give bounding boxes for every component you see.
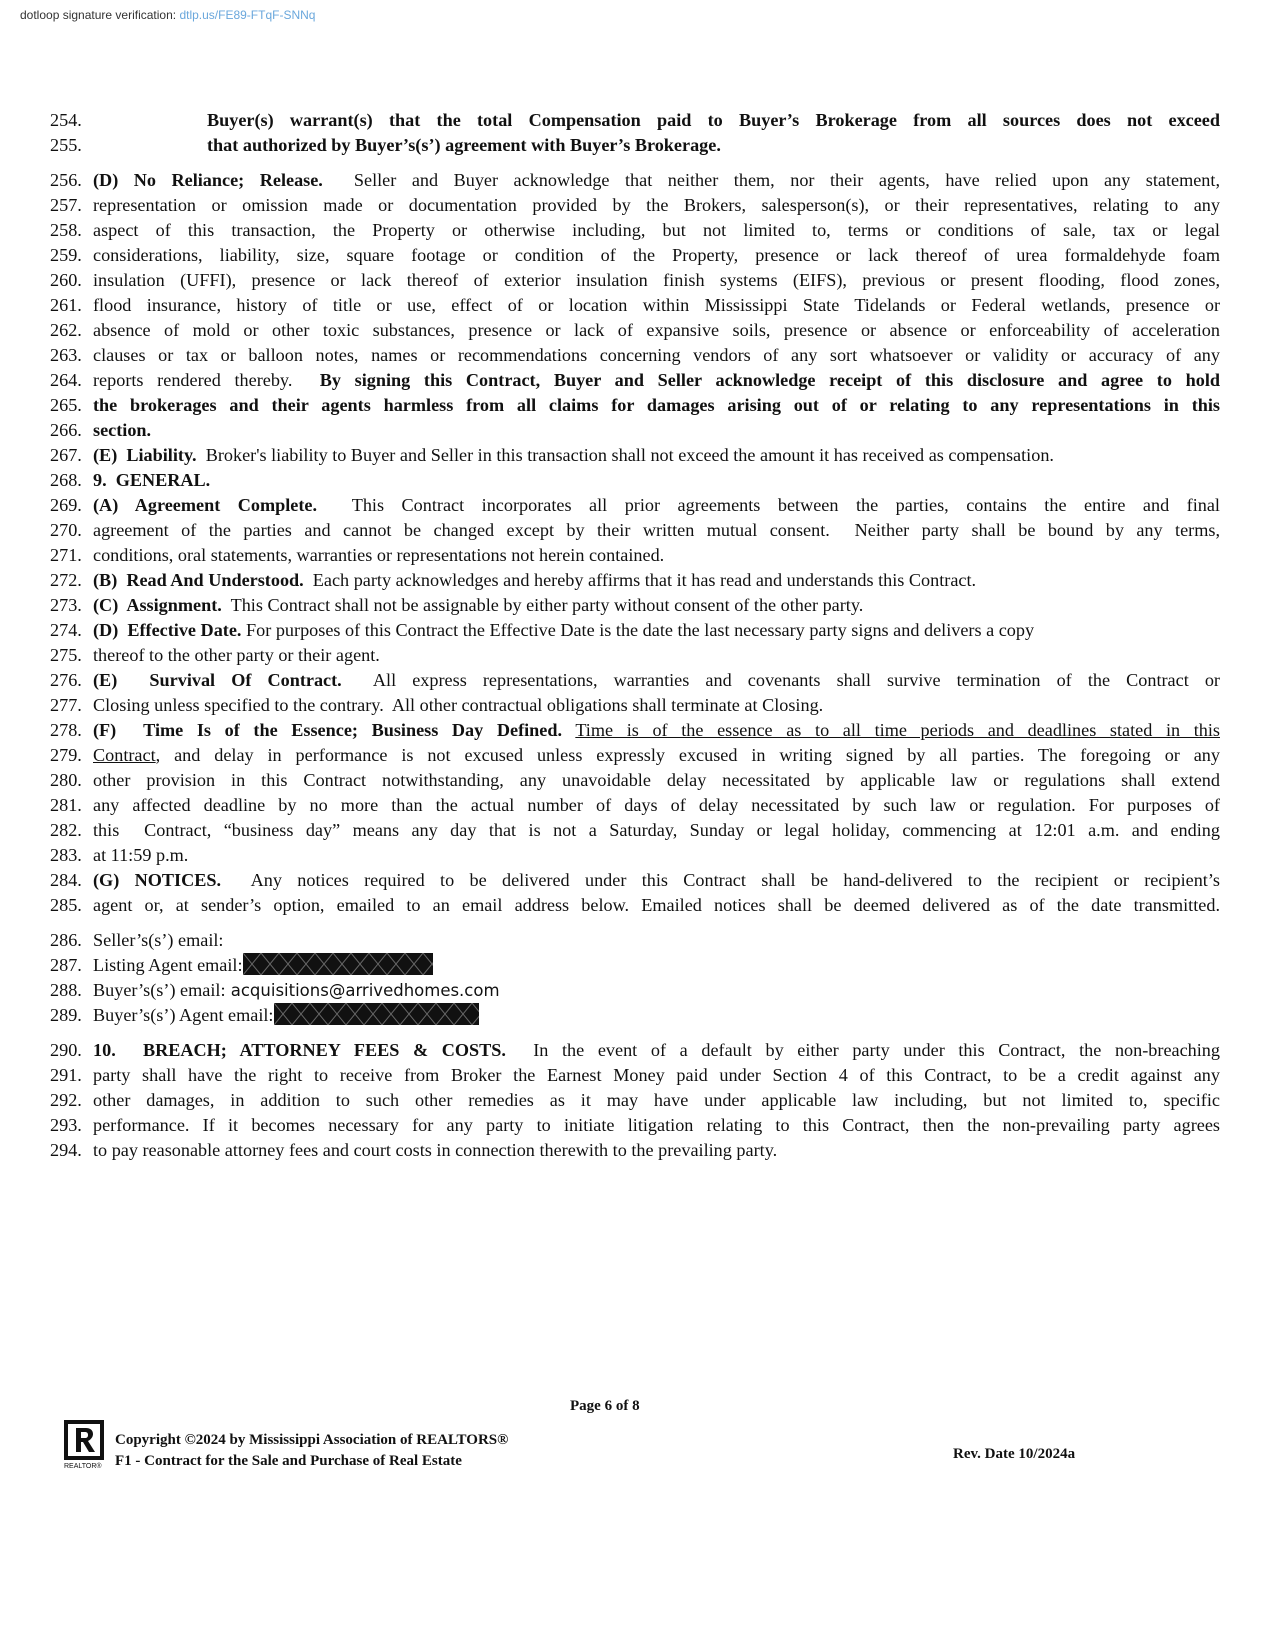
line-number: 292.: [50, 1090, 82, 1110]
line-number: 257.: [50, 195, 82, 215]
bold-text: 10. BREACH; ATTORNEY FEES & COSTS.: [93, 1040, 506, 1060]
contract-line: [50, 668, 1220, 693]
contract-line: [50, 418, 1220, 443]
line-text: [93, 768, 1220, 793]
paragraph-gap: [50, 158, 1220, 168]
line-number: 263.: [50, 345, 82, 365]
line-text: [93, 418, 1220, 443]
contract-line: [50, 1038, 1220, 1063]
line-text: [93, 343, 1220, 368]
line-text: [93, 218, 1220, 243]
line-text: [93, 893, 1220, 918]
contract-line: [50, 243, 1220, 268]
text-run: aspect of this transaction, the Property or otherwise including, but not limited to, terms or conditions of sale, tax or legal: [93, 220, 1220, 240]
line-text: [93, 1088, 1220, 1113]
email-line: [50, 1003, 1220, 1028]
contract-line: [50, 693, 1220, 718]
line-text: [93, 1138, 1220, 1163]
text-run: Closing unless specified to the contrary. All other contractual obligations shall terminate at Closing.: [93, 695, 824, 715]
page-number: Page 6 of 8: [570, 1398, 640, 1414]
text-run: at 11:59 p.m.: [93, 845, 189, 865]
bold-text: (D) No Reliance; Release.: [93, 170, 323, 190]
line-text: [93, 743, 1220, 768]
contract-line: [50, 193, 1220, 218]
line-text: [93, 493, 1220, 518]
contract-line: [50, 443, 1220, 468]
text-run: Any notices required to be delivered under this Contract shall be hand-delivered to the recipient or recipient’s: [221, 870, 1220, 890]
text-run: party shall have the right to receive from Broker the Earnest Money paid under Section 4 of this Contract, to be a credit against any: [93, 1065, 1220, 1085]
text-run: this Contract, “business day” means any day that is not a Saturday, Sunday or legal holiday, commencing at 12:01 a.m. and ending: [93, 820, 1220, 840]
contract-line: [50, 268, 1220, 293]
email-label: Seller’s(s’) email:: [93, 930, 224, 950]
redacted-email-field: [274, 1003, 479, 1025]
line-number: 261.: [50, 295, 82, 315]
line-number: 288.: [50, 980, 82, 1000]
text-run: representation or omission made or documentation provided by the Brokers, salesperson(s), or their representatives, relating to any: [93, 195, 1220, 215]
contract-line: [50, 843, 1220, 868]
bold-text: (D) Effective Date.: [93, 620, 242, 640]
line-number: 287.: [50, 955, 82, 975]
bold-text: section.: [93, 420, 152, 440]
contract-line: [50, 518, 1220, 543]
contract-line: [50, 568, 1220, 593]
line-text: [93, 818, 1220, 843]
line-number: 278.: [50, 720, 82, 740]
text-run: thereof to the other party or their agent.: [93, 645, 380, 665]
contract-line: [50, 393, 1220, 418]
line-text: [93, 468, 1220, 493]
contract-line: [50, 218, 1220, 243]
contract-line: [50, 543, 1220, 568]
line-text: [93, 1063, 1220, 1088]
bold-text: (A) Agreement Complete.: [93, 495, 318, 515]
line-text: [93, 843, 1220, 868]
contract-line: [50, 593, 1220, 618]
line-number: 277.: [50, 695, 82, 715]
line-text: [93, 693, 1220, 718]
line-number: 256.: [50, 170, 82, 190]
text-run: For purposes of this Contract the Effective Date is the date the last necessary party signs and delivers a copy: [241, 620, 1035, 640]
contract-line: [50, 768, 1220, 793]
text-run: insulation (UFFI), presence or lack thereof of exterior insulation finish systems (EIFS), previous or present flooding, flood zones,: [93, 270, 1220, 290]
line-number: 260.: [50, 270, 82, 290]
contract-line: [50, 718, 1220, 743]
line-number: 264.: [50, 370, 82, 390]
line-text: [93, 1113, 1220, 1138]
contract-line: [50, 133, 1220, 158]
underlined-text: Time is of the essence as to all time periods and deadlines stated in this: [575, 720, 1220, 740]
line-text: [93, 793, 1220, 818]
text-run: to pay reasonable attorney fees and court costs in connection therewith to the prevailing party.: [93, 1140, 778, 1160]
line-text: [93, 643, 1220, 668]
text-run: Each party acknowledges and hereby affirms that it has read and understands this Contract.: [303, 570, 977, 590]
text-run: reports rendered thereby.: [93, 370, 320, 390]
line-text: [93, 243, 1220, 268]
revision-date: Rev. Date 10/2024a: [953, 1446, 1076, 1462]
line-text: [93, 318, 1220, 343]
contract-line: [50, 108, 1220, 133]
copyright-text: Copyright ©2024 by Mississippi Association of REALTORS®: [115, 1432, 509, 1448]
text-run: All express representations, warranties and covenants shall survive termination of the Contract or: [341, 670, 1220, 690]
line-text: [93, 518, 1220, 543]
email-label: Listing Agent email:: [93, 955, 243, 975]
line-number: 294.: [50, 1140, 82, 1160]
email-line: [50, 928, 1220, 953]
line-number: 284.: [50, 870, 82, 890]
contract-line: [50, 868, 1220, 893]
contract-line: [50, 168, 1220, 193]
contract-lines: [50, 108, 1220, 918]
contract-line: [50, 1138, 1220, 1163]
line-number: 282.: [50, 820, 82, 840]
line-text: [93, 393, 1220, 418]
line-text: [93, 443, 1220, 468]
text-run: clauses or tax or balloon notes, names or recommendations concerning vendors of any sort whatsoever or validity or accuracy of any: [93, 345, 1220, 365]
line-number: 266.: [50, 420, 82, 440]
notice-emails: [50, 928, 1220, 1028]
contract-line: [50, 743, 1220, 768]
bold-text: (F) Time Is of the Essence; Business Day Defined.: [93, 720, 563, 740]
text-run: Broker's liability to Buyer and Seller in this transaction shall not exceed the amount it has received as compensation.: [196, 445, 1054, 465]
line-number: 255.: [50, 135, 82, 155]
bold-text: Buyer(s) warrant(s) that the total Compensation paid to Buyer’s Brokerage from all sources does not exceed: [207, 110, 1220, 130]
line-number: 285.: [50, 895, 82, 915]
line-number: 272.: [50, 570, 82, 590]
contract-line: [50, 343, 1220, 368]
text-run: conditions, oral statements, warranties or representations not herein contained.: [93, 545, 665, 565]
contract-line: [50, 468, 1220, 493]
contract-line: [50, 1113, 1220, 1138]
line-number: 281.: [50, 795, 82, 815]
bold-text: that authorized by Buyer’s(s’) agreement with Buyer’s Brokerage.: [207, 135, 721, 155]
contract-line: [50, 318, 1220, 343]
line-number: 259.: [50, 245, 82, 265]
line-number: 289.: [50, 1005, 82, 1025]
text-run: , and delay in performance is not excused unless expressly excused in writing signed by all parties. The foregoing or any: [155, 745, 1220, 765]
line-text: [93, 718, 1220, 743]
email-line: [50, 953, 1220, 978]
line-number: 280.: [50, 770, 82, 790]
email-entry: [93, 928, 1220, 953]
text-run: performance. If it becomes necessary for any party to initiate litigation relating to this Contract, then the non-prevailing party agrees: [93, 1115, 1220, 1135]
bold-text: (G) NOTICES.: [93, 870, 221, 890]
bold-text: (B) Read And Understood.: [93, 570, 304, 590]
section-gap: [50, 918, 1220, 928]
bold-text: (E) Liability.: [93, 445, 197, 465]
form-title: F1 - Contract for the Sale and Purchase of Real Estate: [115, 1453, 462, 1469]
text-run: considerations, liability, size, square footage or condition of the Property, presence or lack thereof of urea formaldehyde foam: [93, 245, 1220, 265]
realtor-logo-icon: [64, 1420, 104, 1470]
text-run: other damages, in addition to such other remedies as it may have under applicable law including, but not limited to, specific: [93, 1090, 1220, 1110]
text-run: Seller and Buyer acknowledge that neither them, nor their agents, have relied upon any statement,: [322, 170, 1220, 190]
line-number: 271.: [50, 545, 82, 565]
bold-text: (C) Assignment.: [93, 595, 222, 615]
line-number: 293.: [50, 1115, 82, 1135]
text-run: This Contract shall not be assignable by either party without consent of the other party.: [221, 595, 864, 615]
line-text: [93, 108, 1220, 133]
line-number: 262.: [50, 320, 82, 340]
text-run: This Contract incorporates all prior agreements between the parties, contains the entire and final: [317, 495, 1220, 515]
bold-text: the brokerages and their agents harmless from all claims for damages arising out of or relating to any representations in this: [93, 395, 1220, 415]
line-number: 283.: [50, 845, 82, 865]
contract-line: [50, 818, 1220, 843]
text-run: any affected deadline by no more than the actual number of days of delay necessitated by such law or regulation. For purposes of: [93, 795, 1220, 815]
line-text: [93, 868, 1220, 893]
email-entry: [93, 953, 1220, 978]
text-run: [562, 720, 575, 740]
line-number: 275.: [50, 645, 82, 665]
copyright-block: [115, 1430, 508, 1472]
contract-line: [50, 1063, 1220, 1088]
line-number: 258.: [50, 220, 82, 240]
line-number: 270.: [50, 520, 82, 540]
contract-line: [50, 493, 1220, 518]
line-text: [93, 1038, 1220, 1063]
line-text: [93, 268, 1220, 293]
contract-line: [50, 293, 1220, 318]
line-text: [93, 293, 1220, 318]
line-text: [93, 568, 1220, 593]
text-run: absence of mold or other toxic substances, presence or lack of expansive soils, presence or absence or enforceability of acceleration: [93, 320, 1220, 340]
contract-line: [50, 1088, 1220, 1113]
line-number: 268.: [50, 470, 82, 490]
text-run: flood insurance, history of title or use, effect of or location within Mississippi State Tidelands or Federal wetlands, presence or: [93, 295, 1220, 315]
line-number: 254.: [50, 110, 82, 130]
contract-line: [50, 793, 1220, 818]
line-text: [93, 168, 1220, 193]
email-line: [50, 978, 1220, 1003]
contract-line: [50, 643, 1220, 668]
email-value[interactable]: acquisitions@arrivedhomes.com: [225, 981, 500, 1000]
bold-text: 9. GENERAL.: [93, 470, 211, 490]
email-label: Buyer’s(s’) Agent email:: [93, 1005, 274, 1025]
logo-text: REALTOR®: [64, 1463, 102, 1470]
line-text: [93, 368, 1220, 393]
line-text: [93, 593, 1220, 618]
text-run: agent or, at sender’s option, emailed to an email address below. Emailed notices shall be deemed delivered as of the date transmitted.: [93, 895, 1220, 915]
line-text: [93, 668, 1220, 693]
redacted-email-field: [243, 953, 433, 975]
text-run: In the event of a default by either party under this Contract, the non-breaching: [505, 1040, 1220, 1060]
bold-text: By signing this Contract, Buyer and Seller acknowledge receipt of this disclosure and agree to hold: [319, 370, 1220, 390]
contract-line: [50, 893, 1220, 918]
text-run: agreement of the parties and cannot be changed except by their written mutual consent. Neither party shall be bound by any terms,: [93, 520, 1220, 540]
line-number: 276.: [50, 670, 82, 690]
line-text: [93, 618, 1220, 643]
contract-line: [50, 368, 1220, 393]
line-text: [93, 193, 1220, 218]
text-run: other provision in this Contract notwithstanding, any unavoidable delay necessitated by applicable law or regulations shall extend: [93, 770, 1220, 790]
line-text: [93, 133, 1220, 158]
verification-label: dotloop signature verification:: [20, 8, 177, 22]
line-text: [93, 543, 1220, 568]
line-number: 291.: [50, 1065, 82, 1085]
email-entry: [93, 1003, 1220, 1028]
email-label: Buyer’s(s’) email:: [93, 980, 226, 1000]
email-entry: [93, 978, 1220, 1003]
section-gap: [50, 1028, 1220, 1038]
signature-verification: [20, 8, 315, 22]
line-number: 279.: [50, 745, 82, 765]
contract-line: [50, 618, 1220, 643]
line-number: 274.: [50, 620, 82, 640]
contract-body: [50, 108, 1220, 1163]
line-number: 290.: [50, 1040, 82, 1060]
line-number: 265.: [50, 395, 82, 415]
line-number: 267.: [50, 445, 82, 465]
verification-link[interactable]: dtlp.us/FE89-FTqF-SNNq: [179, 8, 316, 22]
line-number: 269.: [50, 495, 82, 515]
underlined-text: Contract: [93, 745, 156, 765]
breach-section: [50, 1038, 1220, 1163]
bold-text: (E) Survival Of Contract.: [93, 670, 342, 690]
line-number: 286.: [50, 930, 82, 950]
line-number: 273.: [50, 595, 82, 615]
